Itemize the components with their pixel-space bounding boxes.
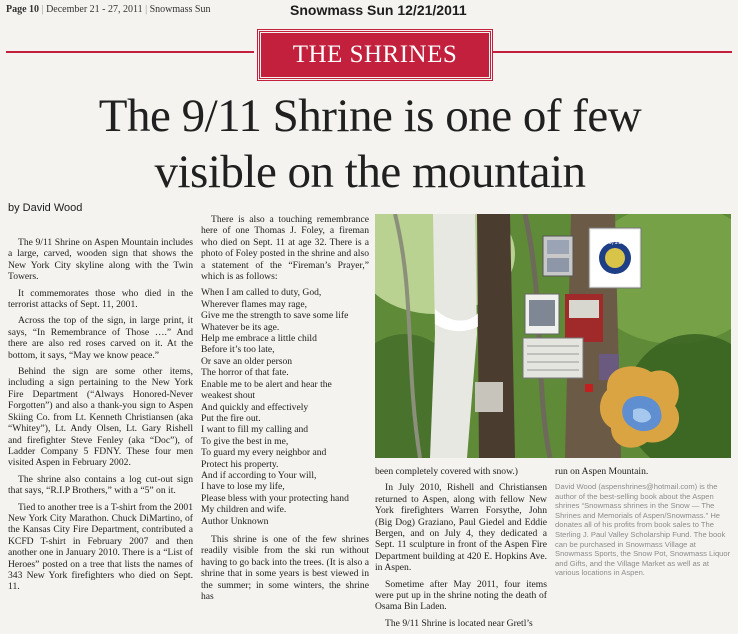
masthead-stamp: Snowmass Sun 12/21/2011 — [290, 2, 467, 18]
paragraph: It commemorates those who died in the terrorist attacks of Sept. 11, 2001. — [8, 287, 193, 311]
paragraph: run on Aspen Mountain. — [555, 466, 649, 477]
poem-line: The horror of that fate. — [201, 367, 289, 379]
paragraph: The 9/11 Shrine is located near Gretl’s — [385, 617, 533, 629]
paragraph: Across the top of the sign, in large print, it says, “In Remembrance of Those ….” And there are also red roses carved on it. At the bottom, it says, “May we know peace.” — [8, 315, 193, 361]
poem-line: Put the fire out. — [201, 412, 261, 424]
poem-line: Whatever be its age. — [201, 321, 280, 333]
paragraph: In July 2010, Rishell and Christiansen returned to Aspen, along with fellow New York firefighters Warren Forsythe, John (Big Dog) Graziano, Paul Giedel and Eddie Bergen, and on July 4, they dedicated a Sept. 11 sculpture in front of the Aspen Fire Department building at 420 E. Hopkins Ave. in Aspen. — [375, 482, 547, 574]
section-banner — [258, 30, 492, 80]
author-credit: David Wood (aspenshrines@hotmail.com) is the author of the best-selling book about the Aspen shrines “Snowmass shrines in the Snow — The Shrines and Memorials of Aspen/Snowmass.” He donates all of his profits from book sales to The Sterling J. Paul Valley Scholarship Fund. The book can be purchased in Snowmass Village at Snowmass Sports, the Snow Pot, Snowmass Liquor and Gifts, and the Village Market as well as at various locations in Aspen. — [555, 482, 731, 578]
poem-line: And quickly and effectively — [201, 401, 309, 413]
poem-line: Author Unknown — [201, 515, 269, 527]
paragraph: This shrine is one of the few shrines readily visible from the ski run without having to go back into the trees. (It is also a shrine that in some years is best viewed in the summer; in some winters, the shrine has — [201, 533, 369, 602]
poem-line: I want to fill my calling and — [201, 424, 309, 436]
poem-line: Help me embrace a little child — [201, 333, 317, 345]
section-rule-right — [490, 51, 732, 53]
headline-line-1: The 9/11 Shrine is one of few — [98, 90, 642, 142]
article-column-2 — [201, 214, 369, 607]
poem-line: Please bless with your protecting hand — [201, 492, 349, 504]
paragraph: Tied to another tree is a T-shirt from the 2001 New York City Marathon. Chuck DiMartino, of the Kansas City Fire Department, contributed a KCFD T-shirt in February 2007 and then another one in January 2010. There is a “List of Heroes” posted on a tree that lists the names of 343 New York firefighters who died on Sept. 11. — [8, 501, 193, 593]
page-number: Page 10 — [6, 4, 40, 15]
poem-line: Or save an older person — [201, 355, 293, 367]
paragraph: been completely covered with snow.) — [375, 466, 518, 477]
firemans-prayer — [201, 287, 369, 527]
article-column-1 — [8, 237, 193, 598]
poem-line: To give the best in me, — [201, 435, 289, 447]
headline — [30, 88, 710, 200]
section-title: THE SHRINES — [292, 41, 458, 68]
poem-line: Give me the strength to save some life — [201, 310, 349, 322]
byline: by David Wood — [8, 202, 83, 214]
poem-line: To guard my every neighbor and — [201, 447, 327, 459]
svg-text:9/11: 9/11 — [608, 239, 622, 246]
poem-line: Before it’s too late, — [201, 344, 275, 356]
section-rule-left — [6, 51, 254, 53]
article-column-3 — [375, 466, 547, 634]
poem-line: When I am called to duty, God, — [201, 287, 322, 299]
headline-line-2: visible on the mountain — [154, 146, 586, 198]
folio: Page 10 | December 21 - 27, 2011 | Snowmass Sun — [6, 4, 211, 15]
shrine-photo-illustration — [375, 214, 731, 458]
poem-line: Protect his property. — [201, 458, 279, 470]
paragraph: The shrine also contains a log cut-out sign that says, “R.I.P Brothers,” with a “5” on it. — [8, 473, 193, 497]
poem-line: Wherever flames may rage, — [201, 298, 308, 310]
folio-publication: Snowmass Sun — [149, 4, 211, 15]
paragraph: There is also a touching remembrance here of one Thomas J. Foley, a fireman who died on Sept. 11 at age 32. There is a photo of Foley posted in the shrine and also a statement of the “Fireman’s Prayer,” which is as follows: — [201, 214, 369, 283]
poem-line: My children and wife. — [201, 504, 287, 516]
poem-line: Enable me to be alert and hear the — [201, 378, 332, 390]
paragraph: Sometime after May 2011, four items were put up in the shrine noting the death of Osama Bin Laden. — [375, 578, 547, 613]
folio-date: December 21 - 27, 2011 — [46, 4, 143, 15]
article-column-4 — [555, 466, 730, 482]
poem-line: weakest shout — [201, 390, 256, 402]
paragraph: Behind the sign are some other items, including a sign pertaining to the New York Fire Department (“Always Honored-Never Forgotten”) and also a thank-you sign to Aspen Skiing Co. from Lt. Kenneth Christiansen (aka “Whitey”), Lt. Andy Olsen, Lt. Gary Rishell and firefighter Steve Fenley (aka “Doc”), of Ladder Company 5 FDNY. These four men visited Aspen in February 2002. — [8, 366, 193, 469]
poem-line: I have to lose my life, — [201, 481, 285, 493]
poem-line: And if according to Your will, — [201, 469, 317, 481]
paragraph: The 9/11 Shrine on Aspen Mountain includes a large, carved, wooden sign that shows the New York City skyline along with the Twin Towers. — [8, 237, 193, 283]
shrine-photo — [375, 214, 731, 458]
